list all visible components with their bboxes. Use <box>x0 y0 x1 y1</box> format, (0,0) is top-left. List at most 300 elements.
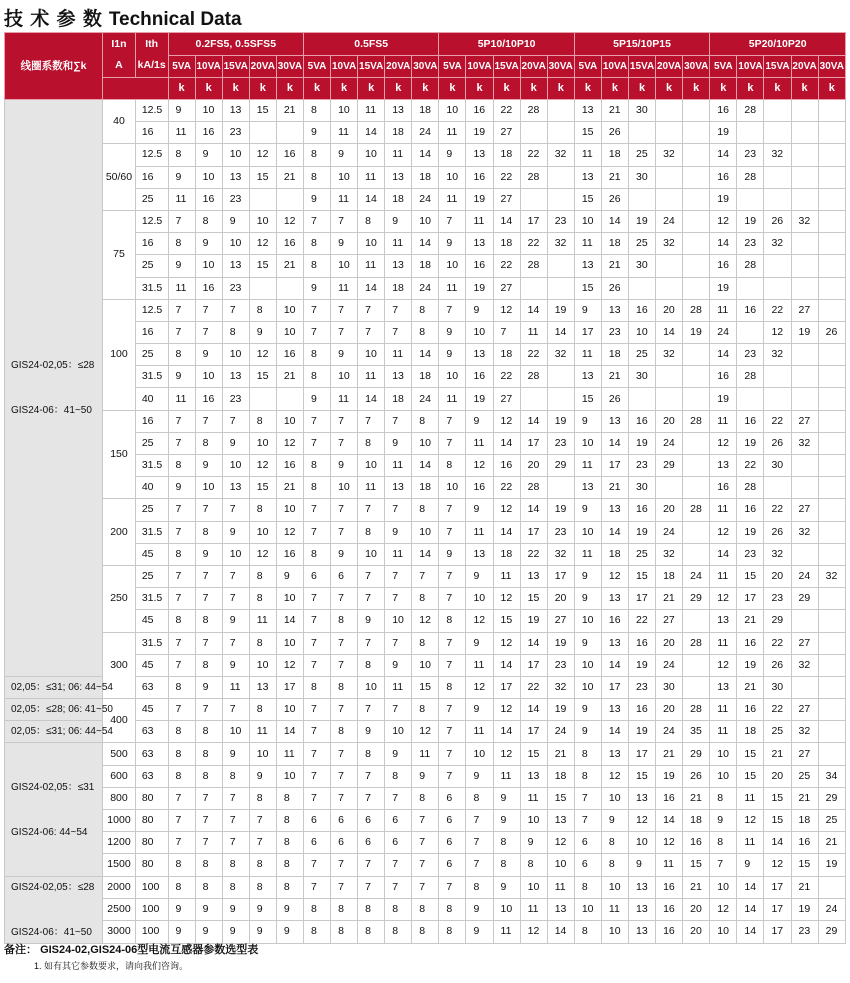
k-cell: 9 <box>439 233 466 255</box>
k-cell: 8 <box>195 521 222 543</box>
header-va: 10VA <box>737 56 764 78</box>
k-cell: 16 <box>466 166 493 188</box>
k-cell: 16 <box>629 699 656 721</box>
k-cell <box>520 188 547 210</box>
k-cell: 10 <box>412 521 439 543</box>
k-cell: 21 <box>737 676 764 698</box>
k-cell: 11 <box>520 898 547 920</box>
k-cell: 15 <box>520 743 547 765</box>
k-cell <box>656 277 683 299</box>
header-coil: 线圈系数和∑k <box>5 33 103 100</box>
k-cell: 8 <box>249 499 276 521</box>
k-cell: 7 <box>331 499 358 521</box>
k-cell: 6 <box>574 854 601 876</box>
k-cell: 20 <box>683 921 710 943</box>
k-cell: 7 <box>303 299 330 321</box>
k-cell: 7 <box>358 499 385 521</box>
k-cell: 22 <box>764 410 791 432</box>
coil-label-line: GIS24-02,05：≤31 <box>11 781 95 793</box>
ith-cell: 80 <box>135 854 168 876</box>
k-cell <box>818 632 845 654</box>
k-cell: 32 <box>547 344 574 366</box>
k-cell: 27 <box>791 299 818 321</box>
k-cell: 19 <box>791 321 818 343</box>
k-cell: 8 <box>303 255 330 277</box>
k-cell: 14 <box>276 721 303 743</box>
k-cell: 7 <box>303 654 330 676</box>
k-cell: 24 <box>656 521 683 543</box>
k-cell: 15 <box>493 610 520 632</box>
k-cell: 6 <box>439 832 466 854</box>
k-cell <box>683 277 710 299</box>
k-cell: 10 <box>547 854 574 876</box>
k-cell: 8 <box>358 898 385 920</box>
k-cell: 19 <box>629 210 656 232</box>
k-cell: 26 <box>764 432 791 454</box>
k-cell: 11 <box>601 898 628 920</box>
k-cell: 8 <box>358 432 385 454</box>
k-cell: 21 <box>683 787 710 809</box>
k-cell: 26 <box>601 388 628 410</box>
k-cell <box>547 166 574 188</box>
k-cell: 8 <box>276 854 303 876</box>
header-va: 15VA <box>764 56 791 78</box>
k-cell: 13 <box>601 588 628 610</box>
header-i1n-label: I1n <box>111 38 127 50</box>
k-cell: 22 <box>520 676 547 698</box>
header-va: 10VA <box>466 56 493 78</box>
k-cell: 13 <box>222 255 249 277</box>
k-cell: 29 <box>683 588 710 610</box>
k-cell: 26 <box>601 277 628 299</box>
k-cell: 7 <box>331 321 358 343</box>
k-cell: 9 <box>466 410 493 432</box>
i1n-cell: 800 <box>103 787 136 809</box>
k-cell: 21 <box>547 743 574 765</box>
k-cell: 18 <box>412 255 439 277</box>
k-cell: 9 <box>276 565 303 587</box>
k-cell: 9 <box>168 255 195 277</box>
k-cell: 8 <box>493 832 520 854</box>
k-cell: 18 <box>412 366 439 388</box>
k-cell: 16 <box>737 699 764 721</box>
k-cell: 11 <box>168 188 195 210</box>
k-cell: 9 <box>195 455 222 477</box>
k-cell: 26 <box>683 765 710 787</box>
k-cell: 11 <box>466 721 493 743</box>
k-cell: 29 <box>547 455 574 477</box>
k-cell <box>818 144 845 166</box>
k-cell: 14 <box>358 277 385 299</box>
k-cell: 32 <box>547 543 574 565</box>
k-cell: 10 <box>276 321 303 343</box>
k-cell: 29 <box>656 455 683 477</box>
title-en: Technical Data <box>108 9 242 30</box>
k-cell: 18 <box>385 188 412 210</box>
k-cell <box>656 166 683 188</box>
k-cell <box>520 277 547 299</box>
k-cell: 22 <box>493 366 520 388</box>
k-cell: 17 <box>493 676 520 698</box>
k-cell: 19 <box>818 854 845 876</box>
k-cell: 7 <box>412 854 439 876</box>
k-cell: 12 <box>276 432 303 454</box>
k-cell: 14 <box>358 188 385 210</box>
k-cell: 17 <box>520 721 547 743</box>
header-ith <box>135 33 168 78</box>
k-cell <box>818 743 845 765</box>
k-cell: 9 <box>303 277 330 299</box>
k-cell: 6 <box>439 787 466 809</box>
k-cell: 14 <box>737 876 764 898</box>
k-cell: 10 <box>466 743 493 765</box>
k-cell: 14 <box>358 122 385 144</box>
k-cell: 26 <box>818 321 845 343</box>
k-cell <box>764 255 791 277</box>
k-cell: 7 <box>222 699 249 721</box>
k-cell: 30 <box>629 366 656 388</box>
k-cell: 11 <box>710 721 737 743</box>
title-cn: 技 术 参 数 <box>4 9 103 30</box>
i1n-cell: 200 <box>103 499 136 566</box>
k-cell: 22 <box>737 455 764 477</box>
k-cell: 9 <box>466 699 493 721</box>
k-cell: 16 <box>466 366 493 388</box>
k-cell: 18 <box>385 388 412 410</box>
k-cell <box>818 166 845 188</box>
ith-cell: 63 <box>135 676 168 698</box>
k-cell: 16 <box>710 166 737 188</box>
k-cell: 21 <box>601 255 628 277</box>
k-cell: 21 <box>276 366 303 388</box>
header-k: k <box>493 78 520 100</box>
ith-cell: 16 <box>135 233 168 255</box>
k-cell: 17 <box>629 588 656 610</box>
header-k: k <box>222 78 249 100</box>
k-cell: 8 <box>601 854 628 876</box>
k-cell: 7 <box>439 588 466 610</box>
k-cell: 12 <box>493 588 520 610</box>
k-cell: 7 <box>168 210 195 232</box>
k-cell: 10 <box>574 210 601 232</box>
k-cell <box>764 366 791 388</box>
k-cell: 11 <box>439 122 466 144</box>
k-cell: 30 <box>629 100 656 122</box>
k-cell: 7 <box>303 699 330 721</box>
k-cell: 7 <box>439 721 466 743</box>
k-cell: 13 <box>601 743 628 765</box>
k-cell: 19 <box>547 410 574 432</box>
header-blank <box>103 78 168 100</box>
k-cell: 7 <box>195 499 222 521</box>
k-cell: 20 <box>656 410 683 432</box>
k-cell: 8 <box>574 743 601 765</box>
k-cell: 18 <box>683 810 710 832</box>
k-cell: 9 <box>195 921 222 943</box>
k-cell: 10 <box>222 233 249 255</box>
k-cell: 32 <box>547 233 574 255</box>
k-cell: 23 <box>547 432 574 454</box>
k-cell: 16 <box>195 122 222 144</box>
k-cell: 17 <box>764 898 791 920</box>
k-cell: 16 <box>737 410 764 432</box>
k-cell: 23 <box>547 210 574 232</box>
k-cell: 15 <box>629 565 656 587</box>
k-cell: 11 <box>249 610 276 632</box>
k-cell: 6 <box>331 565 358 587</box>
k-cell: 6 <box>331 832 358 854</box>
k-cell: 8 <box>303 166 330 188</box>
k-cell: 6 <box>358 832 385 854</box>
k-cell: 12 <box>710 588 737 610</box>
k-cell <box>520 122 547 144</box>
k-cell: 11 <box>439 388 466 410</box>
header-va: 15VA <box>222 56 249 78</box>
k-cell <box>683 144 710 166</box>
k-cell: 13 <box>222 166 249 188</box>
header-k: k <box>737 78 764 100</box>
k-cell: 28 <box>520 477 547 499</box>
k-cell: 9 <box>439 321 466 343</box>
k-cell: 28 <box>520 166 547 188</box>
k-cell: 9 <box>331 543 358 565</box>
coil-label <box>5 743 103 876</box>
k-cell: 12 <box>601 765 628 787</box>
k-cell: 8 <box>303 233 330 255</box>
k-cell: 11 <box>574 233 601 255</box>
k-cell: 7 <box>222 810 249 832</box>
k-cell: 21 <box>656 588 683 610</box>
header-va: 30VA <box>547 56 574 78</box>
k-cell: 25 <box>764 721 791 743</box>
k-cell: 7 <box>385 321 412 343</box>
k-cell: 10 <box>358 144 385 166</box>
table-row <box>5 499 846 521</box>
k-cell: 14 <box>276 610 303 632</box>
k-cell: 26 <box>764 654 791 676</box>
k-cell <box>818 366 845 388</box>
k-cell: 7 <box>331 432 358 454</box>
k-cell: 24 <box>412 388 439 410</box>
k-cell: 35 <box>683 721 710 743</box>
k-cell: 7 <box>439 743 466 765</box>
k-cell: 18 <box>493 233 520 255</box>
k-cell: 8 <box>195 876 222 898</box>
k-cell: 8 <box>710 787 737 809</box>
k-cell: 24 <box>656 721 683 743</box>
k-cell: 12 <box>276 654 303 676</box>
k-cell: 30 <box>764 455 791 477</box>
i1n-cell: 2500 <box>103 898 136 920</box>
k-cell: 7 <box>222 565 249 587</box>
k-cell: 12 <box>466 676 493 698</box>
k-cell: 18 <box>547 765 574 787</box>
k-cell: 22 <box>520 144 547 166</box>
k-cell: 6 <box>385 832 412 854</box>
k-cell: 7 <box>303 588 330 610</box>
table-row <box>5 299 846 321</box>
k-cell: 23 <box>547 654 574 676</box>
k-cell: 16 <box>683 832 710 854</box>
k-cell <box>791 277 818 299</box>
header-va: 10VA <box>195 56 222 78</box>
header-k: k <box>276 78 303 100</box>
i1n-cell: 500 <box>103 743 136 765</box>
k-cell: 25 <box>629 344 656 366</box>
k-cell: 7 <box>168 588 195 610</box>
header-row-k <box>5 78 846 100</box>
k-cell: 26 <box>601 122 628 144</box>
k-cell: 23 <box>222 188 249 210</box>
ith-cell: 31.5 <box>135 521 168 543</box>
k-cell: 10 <box>358 455 385 477</box>
k-cell <box>629 388 656 410</box>
k-cell: 10 <box>276 588 303 610</box>
table-row <box>5 810 846 832</box>
k-cell: 7 <box>358 699 385 721</box>
k-cell: 11 <box>358 166 385 188</box>
k-cell: 15 <box>249 366 276 388</box>
k-cell: 11 <box>493 765 520 787</box>
k-cell: 17 <box>520 521 547 543</box>
k-cell: 7 <box>168 787 195 809</box>
k-cell: 21 <box>737 610 764 632</box>
k-cell: 7 <box>358 588 385 610</box>
k-cell: 7 <box>303 854 330 876</box>
k-cell: 9 <box>439 543 466 565</box>
k-cell: 6 <box>574 832 601 854</box>
k-cell: 7 <box>222 299 249 321</box>
k-cell: 17 <box>520 210 547 232</box>
k-cell: 11 <box>358 477 385 499</box>
header-va: 15VA <box>493 56 520 78</box>
k-cell <box>818 876 845 898</box>
k-cell: 18 <box>412 100 439 122</box>
header-va: 5VA <box>439 56 466 78</box>
k-cell: 8 <box>358 210 385 232</box>
k-cell: 12 <box>710 210 737 232</box>
k-cell: 15 <box>249 100 276 122</box>
ith-cell: 31.5 <box>135 366 168 388</box>
k-cell: 9 <box>222 654 249 676</box>
k-cell: 10 <box>331 100 358 122</box>
k-cell: 10 <box>195 255 222 277</box>
k-cell: 10 <box>358 233 385 255</box>
k-cell: 27 <box>791 743 818 765</box>
k-cell: 8 <box>439 676 466 698</box>
k-cell: 9 <box>168 166 195 188</box>
k-cell: 11 <box>574 543 601 565</box>
header-ith-label: Ith <box>145 38 159 50</box>
k-cell: 11 <box>737 787 764 809</box>
header-group: 5P20/10P20 <box>710 33 846 56</box>
k-cell: 11 <box>168 388 195 410</box>
k-cell: 15 <box>764 810 791 832</box>
k-cell: 8 <box>439 921 466 943</box>
k-cell: 10 <box>601 876 628 898</box>
k-cell: 27 <box>493 277 520 299</box>
header-k: k <box>358 78 385 100</box>
k-cell: 7 <box>303 787 330 809</box>
k-cell: 21 <box>791 876 818 898</box>
k-cell: 14 <box>737 921 764 943</box>
k-cell: 8 <box>168 144 195 166</box>
k-cell: 10 <box>520 810 547 832</box>
k-cell: 8 <box>520 854 547 876</box>
k-cell <box>818 699 845 721</box>
k-cell: 8 <box>412 921 439 943</box>
i1n-cell: 150 <box>103 410 136 499</box>
k-cell: 18 <box>385 277 412 299</box>
k-cell: 30 <box>764 676 791 698</box>
k-cell: 7 <box>195 832 222 854</box>
k-cell: 10 <box>276 299 303 321</box>
ith-cell: 45 <box>135 699 168 721</box>
k-cell: 9 <box>385 743 412 765</box>
k-cell: 16 <box>276 344 303 366</box>
k-cell: 13 <box>601 499 628 521</box>
k-cell: 10 <box>249 654 276 676</box>
k-cell: 16 <box>737 299 764 321</box>
k-cell: 7 <box>195 699 222 721</box>
technical-data-table <box>4 32 846 944</box>
k-cell: 14 <box>764 832 791 854</box>
header-va: 30VA <box>276 56 303 78</box>
k-cell: 6 <box>358 810 385 832</box>
header-k: k <box>385 78 412 100</box>
k-cell: 9 <box>222 432 249 454</box>
table-row <box>5 765 846 787</box>
i1n-cell: 250 <box>103 565 136 632</box>
table-row <box>5 787 846 809</box>
k-cell: 7 <box>331 410 358 432</box>
k-cell: 16 <box>601 610 628 632</box>
k-cell: 12 <box>493 499 520 521</box>
k-cell: 18 <box>601 344 628 366</box>
k-cell: 16 <box>710 100 737 122</box>
k-cell: 9 <box>222 610 249 632</box>
k-cell: 8 <box>710 832 737 854</box>
k-cell: 9 <box>493 787 520 809</box>
k-cell: 22 <box>629 610 656 632</box>
k-cell: 21 <box>276 166 303 188</box>
k-cell: 6 <box>385 810 412 832</box>
k-cell: 8 <box>222 765 249 787</box>
k-cell: 7 <box>195 299 222 321</box>
k-cell: 29 <box>818 921 845 943</box>
k-cell: 13 <box>466 543 493 565</box>
header-k: k <box>764 78 791 100</box>
header-va: 20VA <box>249 56 276 78</box>
k-cell: 11 <box>358 255 385 277</box>
ith-cell: 12.5 <box>135 299 168 321</box>
i1n-cell: 50/60 <box>103 144 136 211</box>
k-cell: 13 <box>574 166 601 188</box>
table-body <box>5 100 846 944</box>
k-cell: 28 <box>683 632 710 654</box>
ith-cell: 16 <box>135 321 168 343</box>
i1n-cell: 400 <box>103 699 136 743</box>
k-cell: 11 <box>385 144 412 166</box>
k-cell: 7 <box>303 632 330 654</box>
k-cell: 16 <box>466 255 493 277</box>
k-cell: 8 <box>331 610 358 632</box>
k-cell: 17 <box>574 321 601 343</box>
k-cell: 19 <box>737 654 764 676</box>
k-cell: 10 <box>574 610 601 632</box>
k-cell: 16 <box>466 477 493 499</box>
k-cell: 9 <box>574 721 601 743</box>
